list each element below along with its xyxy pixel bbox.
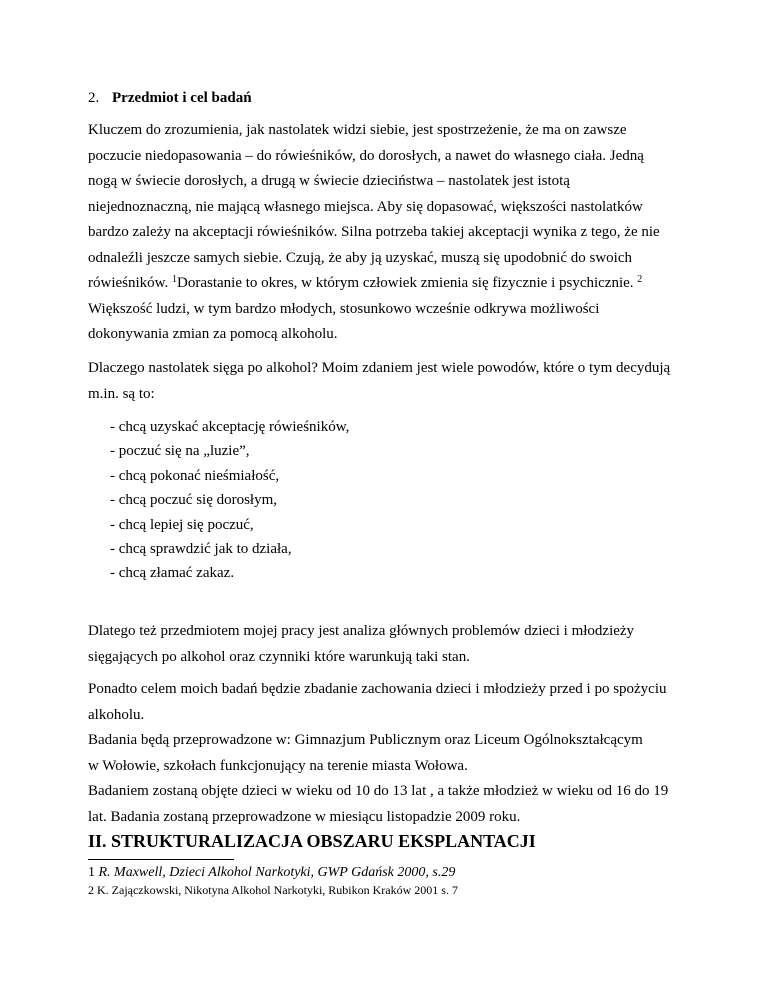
paragraph-line: niejednoznaczną, nie mającą własnego miejsca. Aby się dopasować, większości nastolatków xyxy=(88,198,643,215)
line-text: rówieśników. xyxy=(88,275,173,291)
paragraph-line: Badaniem zostaną objęte dzieci w wieku od 10 do 13 lat , a także młodzież w wieku od 16 do 19 xyxy=(88,783,669,799)
list-item: - chcą złamać zakaz. xyxy=(110,565,235,582)
paragraph-line: Dlaczego nastolatek sięga po alkohol? Moim zdaniem jest wiele powodów, które o tym decydują xyxy=(88,360,671,376)
paragraph-line: Ponadto celem moich badań będzie zbadanie zachowania dzieci i młodzieży przed i po spożyciu xyxy=(88,681,667,697)
paragraph-line xyxy=(88,271,688,297)
paragraph-why-alcohol xyxy=(88,356,688,407)
paragraph-line: odnaleźli jeszcze samych siebie. Czują, że aby ją uzyskać, muszą się upodobnić do swoich xyxy=(88,249,632,266)
heading-number: 2. xyxy=(88,90,100,106)
paragraph-line: Kluczem do zrozumienia, jak nastolatek widzi siebie, jest spostrzeżenie, że ma on zawsze xyxy=(88,122,627,138)
list-item: - chcą sprawdzić jak to działa, xyxy=(110,541,292,558)
paragraph-line: Większość ludzi, w tym bardzo młodych, stosunkowo wcześnie odkrywa możliwości xyxy=(88,300,600,317)
list-item: - chcą lepiej się poczuć, xyxy=(110,516,254,533)
footnote-ref-2: 2 xyxy=(637,274,643,285)
footnote-ref-1: 1 xyxy=(172,274,178,285)
paragraph-line: w Wołowie, szkołach funkcjonujący na terenie miasta Wołowa. xyxy=(88,757,468,774)
paragraph-line: nogą w świecie dorosłych, a drugą w świecie dzieciństwa – nastolatek jest istotą xyxy=(88,173,570,189)
footnote-2: 2 K. Zajączkowski, Nikotyna Alkohol Narkotyki, Rubikon Kraków 2001 s. 7 xyxy=(88,883,458,897)
list-item: - chcą pokonać nieśmiałość, xyxy=(110,467,280,484)
paragraph-line: alkoholu. xyxy=(88,706,145,723)
list-item: - chcą uzyskać akceptację rówieśników, xyxy=(110,419,350,435)
paragraph-line: dokonywania zmian za pomocą alkoholu. xyxy=(88,326,338,342)
footnote-text: R. Maxwell, Dzieci Alkohol Narkotyki, GWP Gdańsk 2000, s.29 xyxy=(98,865,456,880)
chapter-heading: II. STRUKTURALIZACJA OBSZARU EKSPLANTACJI xyxy=(88,831,536,851)
heading-title: Przedmiot i cel badań xyxy=(112,90,252,106)
footnote-separator xyxy=(88,859,234,860)
section-heading-2 xyxy=(88,88,252,108)
paragraph-line: lat. Badania zostaną przeprowadzone w miesiącu listopadzie 2009 roku. xyxy=(88,808,521,825)
paragraph-line: sięgających po alkohol oraz czynniki które warunkują taki stan. xyxy=(88,648,470,665)
paragraph-adolescence xyxy=(88,118,688,348)
paragraph-line: Badania będą przeprowadzone w: Gimnazjum Publicznym oraz Liceum Ogólnokształcącym xyxy=(88,732,643,748)
line-text: Dorastanie to okres, w którym człowiek zmienia się fizycznie i psychicznie. xyxy=(177,275,638,291)
paragraph-line: Dlatego też przedmiotem mojej pracy jest analiza głównych problemów dzieci i młodzieży xyxy=(88,623,635,639)
paragraph-line: m.in. są to: xyxy=(88,385,155,402)
paragraph-line: poczucie niedopasowania – do rówieśników, do dorosłych, a nawet do własnego ciała. Jedną xyxy=(88,147,644,164)
paragraph-research-goal xyxy=(88,677,688,830)
list-item: - chcą poczuć się dorosłym, xyxy=(110,492,278,509)
footnote-1 xyxy=(88,864,455,882)
list-item: - poczuć się na „luzie”, xyxy=(110,443,250,460)
reasons-list xyxy=(110,415,349,586)
footnote-number: 1 xyxy=(88,865,99,880)
paragraph-line: bardzo zależy na akceptacji rówieśników. Silna potrzeba takiej akceptacji wynika z tego, że nie xyxy=(88,224,660,240)
paragraph-subject xyxy=(88,619,688,670)
